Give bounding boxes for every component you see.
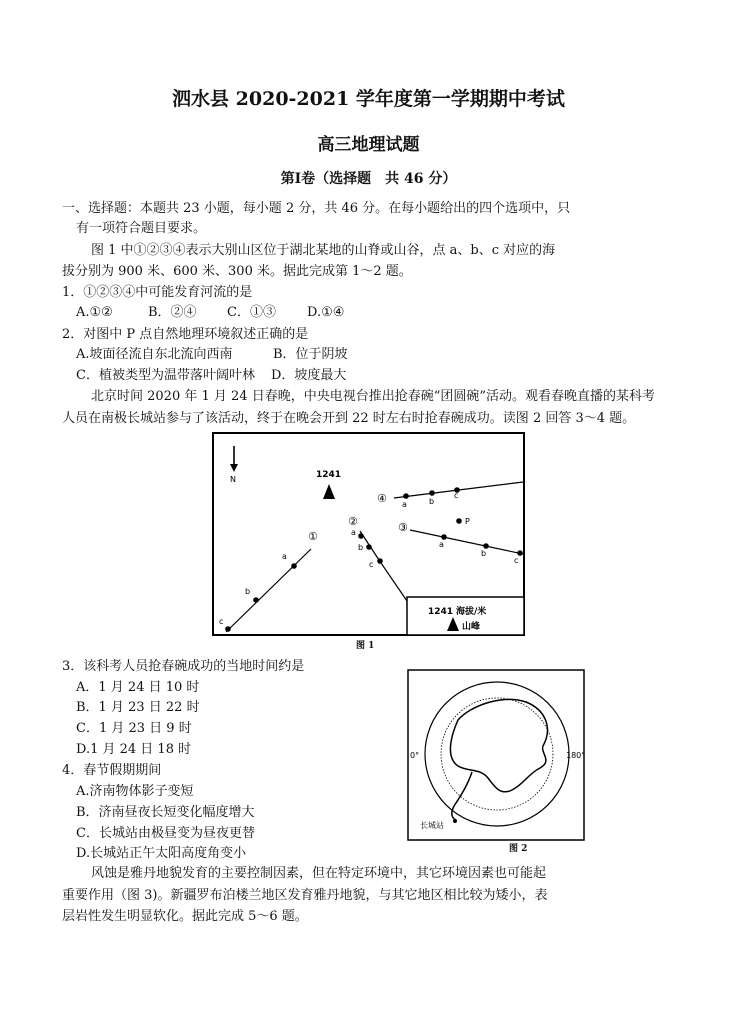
ridge-3-point-b bbox=[483, 543, 489, 549]
q2-option-b: B．位于阴坡 bbox=[273, 347, 348, 362]
q1-option-b: B．②④ bbox=[148, 305, 197, 320]
north-label: N bbox=[230, 475, 236, 484]
ridge-1-label-b: b bbox=[245, 587, 251, 596]
ridge-1-line bbox=[226, 549, 311, 632]
q2-option-c: C．植被类型为温带落叶阔叶林 bbox=[76, 368, 255, 383]
passage3-line-3: 层岩性发生明显软化。据此完成 5～6 题。 bbox=[62, 909, 308, 924]
ridge-3-point-a bbox=[441, 534, 447, 540]
label-180-deg: 180° bbox=[566, 751, 586, 760]
section-heading: 第Ⅰ卷（选择题 共 46 分） bbox=[280, 171, 457, 187]
ridge-3-label-a: a bbox=[439, 540, 444, 549]
ridge-2-label-a: a bbox=[351, 528, 356, 537]
q1-stem: 1．①②③④中可能发育河流的是 bbox=[62, 285, 253, 300]
q1-option-a: A.①② bbox=[76, 305, 113, 320]
ridge-2-point-c bbox=[377, 558, 383, 564]
q4-option-a: A.济南物体影子变短 bbox=[76, 784, 194, 799]
legend-elevation-text: 海拔/米 bbox=[456, 607, 487, 617]
exam-subtitle: 高三地理试题 bbox=[317, 135, 420, 155]
ridge-4-label-c: c bbox=[454, 491, 459, 500]
ridge-3-point-c bbox=[517, 550, 523, 556]
q2-stem: 2．对图中 P 点自然地理环境叙述正确的是 bbox=[62, 327, 309, 342]
point-p bbox=[456, 518, 462, 524]
figure-1-map bbox=[210, 432, 530, 654]
legend-peak-text: 山峰 bbox=[462, 622, 481, 632]
figure-2-inner-circle bbox=[441, 698, 553, 810]
ridge-1-label-c: c bbox=[219, 617, 224, 626]
ridge-1-point-a bbox=[291, 563, 297, 569]
passage1-line-2: 拔分别为 900 米、600 米、300 米。据此完成第 1～2 题。 bbox=[62, 264, 412, 279]
q3-option-b: B．1 月 23 日 22 时 bbox=[76, 700, 200, 715]
great-wall-station-label: 长城站 bbox=[420, 821, 444, 830]
peak-elevation: 1241 bbox=[316, 470, 342, 480]
ridge-1-label-a: a bbox=[282, 552, 287, 561]
q4-option-c: C．长城站由极昼变为昼夜更替 bbox=[76, 826, 255, 841]
intro-line-2: 有一项符合题目要求。 bbox=[76, 221, 207, 236]
q2-option-a: A.坡面径流自东北流向西南 bbox=[76, 347, 233, 362]
passage2-line-2: 人员在南极长城站参与了该活动，终于在晚会开到 22 时左右时抢春碗成功。读图 2 回答 3～4 题。 bbox=[62, 411, 636, 426]
q1-option-c: C．①③ bbox=[227, 305, 276, 320]
passage2-line-1: 北京时间 2020 年 1 月 24 日春晚，中央电视台推出抢春碗“团圆碗”活动。观看春晚直播的某科考 bbox=[91, 389, 655, 404]
north-arrow-head-icon bbox=[230, 464, 238, 472]
great-wall-station-icon bbox=[453, 819, 457, 823]
q3-option-c: C．1 月 23 日 9 时 bbox=[76, 721, 192, 736]
ridge-4-label-a: a bbox=[402, 500, 407, 509]
ridge-4-label: ④ bbox=[377, 492, 387, 505]
antarctica-coastline bbox=[450, 699, 547, 791]
q3-option-d: D.1 月 24 日 18 时 bbox=[76, 742, 192, 757]
ridge-2-label: ② bbox=[348, 515, 358, 528]
q3-stem: 3．该科考人员抢春碗成功的当地时间约是 bbox=[62, 659, 305, 674]
figure-1-caption: 图 1 bbox=[356, 641, 375, 651]
passage3-line-2: 重要作用（图 3)。新疆罗布泊楼兰地区发育雅丹地貌，与其它地区相比较为矮小，表 bbox=[62, 888, 548, 903]
q1-option-d: D.①④ bbox=[307, 305, 345, 320]
ridge-2-point-a bbox=[358, 533, 364, 539]
peak-icon bbox=[323, 484, 335, 499]
ridge-2-label-b: b bbox=[358, 543, 364, 552]
ridge-1-point-c bbox=[225, 626, 231, 632]
ridge-3-label: ③ bbox=[398, 521, 408, 534]
point-p-label: P bbox=[465, 517, 470, 526]
figure-2-frame bbox=[408, 670, 584, 840]
figure-2-caption: 图 2 bbox=[509, 844, 528, 854]
intro-line-1: 一、选择题：本题共 23 小题，每小题 2 分，共 46 分。在每小题给出的四个选项中，只 bbox=[62, 201, 571, 216]
q4-stem: 4．春节假期期间 bbox=[62, 763, 162, 778]
label-0-deg: 0° bbox=[410, 751, 420, 760]
passage1-line-1: 图 1 中①②③④表示大别山区位于湖北某地的山脊或山谷，点 a、b、c 对应的海 bbox=[91, 243, 556, 258]
ridge-3-label-b: b bbox=[481, 549, 487, 558]
ridge-4-point-a bbox=[403, 493, 409, 499]
legend-elevation-value: 1241 bbox=[428, 607, 454, 617]
ridge-2-line bbox=[360, 531, 407, 601]
ridge-3-label-c: c bbox=[514, 556, 519, 565]
q4-option-d: D.长城站正午太阳高度角变小 bbox=[76, 846, 247, 861]
ridge-4-label-b: b bbox=[429, 497, 435, 506]
ridge-1-point-b bbox=[253, 597, 259, 603]
ridge-4-point-b bbox=[429, 490, 435, 496]
ridge-2-point-b bbox=[366, 544, 372, 550]
q2-option-d: D．坡度最大 bbox=[271, 368, 347, 383]
ridge-3-line bbox=[410, 530, 523, 554]
ridge-2-label-c: c bbox=[369, 560, 374, 569]
q3-option-a: A．1 月 24 日 10 时 bbox=[76, 680, 200, 695]
exam-title: 泗水县 2020-2021 学年度第一学期期中考试 bbox=[172, 88, 565, 110]
passage3-line-1: 风蚀是雅丹地貌发育的主要控制因素，但在特定环境中，其它环境因素也可能起 bbox=[91, 866, 547, 881]
figure-2-outer-circle bbox=[425, 682, 569, 826]
q4-option-b: B．济南昼夜长短变化幅度增大 bbox=[76, 805, 255, 820]
ridge-1-label: ① bbox=[308, 530, 318, 543]
figure-2-map bbox=[406, 668, 586, 842]
